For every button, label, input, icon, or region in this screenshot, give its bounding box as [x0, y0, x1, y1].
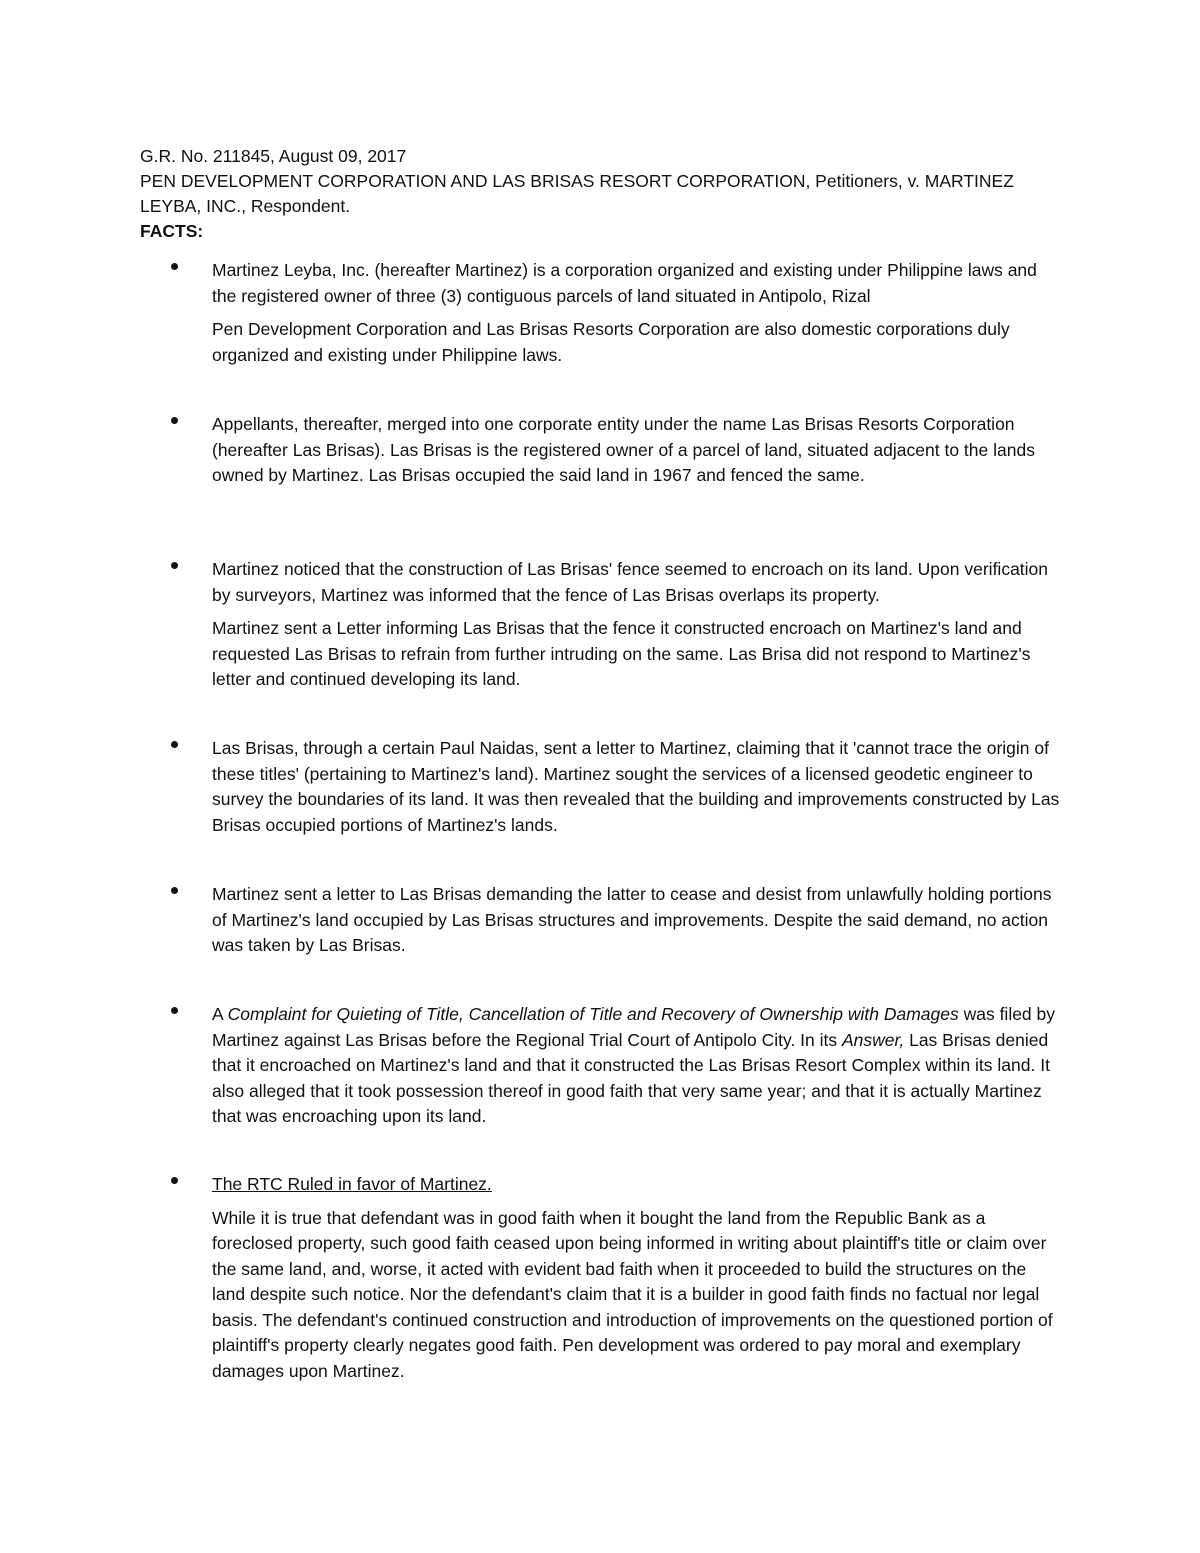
facts-list-item — [212, 557, 1062, 693]
fact-paragraph: Appellants, thereafter, merged into one corporate entity under the name Las Brisas Resorts Corporation (hereafter Las Brisas). Las Brisas is the registered owner of a parcel of land, situated adjacent to the lands owned by Martinez. Las Brisas occupied the said land in 1967 and fenced the same. — [212, 414, 1035, 485]
bullet-icon — [171, 562, 178, 569]
fact-paragraph: Martinez noticed that the construction of Las Brisas' fence seemed to encroach on its land. Upon verification by surveyors, Martinez was informed that the fence of Las Brisas overlaps its property. — [212, 559, 1049, 605]
answer-term: Answer, — [841, 1029, 905, 1050]
complaint-suffix: Las Brisas denied that it encroached on Martinez's land and that it constructed the Las Brisas Resort Complex within its land. It also alleged that it took possession thereof in good faith that very same year; and that it is actually Martinez that was encroaching upon its land. — [212, 1029, 1050, 1126]
fact-paragraph: Martinez sent a Letter informing Las Brisas that the fence it constructed encroach on Martinez's land and requested Las Brisas to refrain from further intruding on the same. Las Brisa did not respond to Martinez's letter and continued developing its land. — [212, 618, 1031, 689]
fact-paragraph: Martinez sent a letter to Las Brisas demanding the latter to cease and desist from unlawfully holding portions of Martinez's land occupied by Las Brisas structures and improvements. Despite the said demand, no action was taken by Las Brisas. — [212, 884, 1052, 955]
facts-list-item — [212, 412, 1062, 489]
bullet-icon — [171, 887, 178, 894]
facts-heading: FACTS: — [140, 221, 204, 241]
fact-paragraph: Pen Development Corporation and Las Brisas Resorts Corporation are also domestic corporations duly organized and existing under Philippine laws. — [212, 319, 1010, 365]
facts-list-item — [212, 1002, 1062, 1130]
case-parties: PEN DEVELOPMENT CORPORATION AND LAS BRISAS RESORT CORPORATION, Petitioners, v. MARTINEZ LEYBA, INC., Respondent. — [140, 171, 1014, 216]
fact-paragraph — [212, 1002, 1062, 1130]
fact-paragraph: Las Brisas, through a certain Paul Naidas, sent a letter to Martinez, claiming that it 'cannot trace the origin of these titles' (pertaining to Martinez's land). Martinez sought the services of a licensed geodetic engineer to survey the boundaries of its land. It was then revealed that the building and improvements constructed by Las Brisas occupied portions of Martinez's lands. — [212, 738, 1060, 835]
bullet-icon — [171, 741, 178, 748]
bullet-icon — [171, 263, 178, 270]
fact-paragraph: While it is true that defendant was in good faith when it bought the land from the Republic Bank as a foreclosed property, such good faith ceased upon being informed in writing about plaintiff's title or claim over the same land, and, worse, it acted with evident bad faith when it proceeded to build the structures on the land despite such notice. Nor the defendant's claim that it is a builder in good faith finds no factual nor legal basis. The defendant's continued construction and introduction of improvements on the questioned portion of plaintiff's property clearly negates good faith. Pen development was ordered to pay moral and exemplary damages upon Martinez. — [212, 1207, 1053, 1381]
bullet-icon — [171, 1007, 178, 1014]
bullet-icon — [171, 1177, 178, 1184]
facts-list-item — [212, 258, 1062, 368]
facts-list-item — [212, 736, 1062, 838]
case-number: G.R. No. 211845, August 09, 2017 — [140, 146, 407, 166]
complaint-middle: was filed by Martinez against Las Brisas before the Regional Trial Court of Antipolo City. In its — [212, 1004, 1056, 1050]
facts-list-item — [212, 882, 1062, 959]
fact-paragraph: Martinez Leyba, Inc. (hereafter Martinez) is a corporation organized and existing under Philippine laws and the registered owner of three (3) contiguous parcels of land situated in Antipolo, Rizal — [212, 260, 1037, 306]
case-header — [140, 144, 1060, 244]
facts-list-item — [212, 1172, 1062, 1384]
complaint-title: Complaint for Quieting of Title, Cancellation of Title and Recovery of Ownership with Damages — [227, 1004, 959, 1024]
rtc-ruling-heading: The RTC Ruled in favor of Martinez. — [212, 1174, 492, 1194]
bullet-icon — [171, 417, 178, 424]
complaint-prefix: A — [212, 1004, 228, 1024]
